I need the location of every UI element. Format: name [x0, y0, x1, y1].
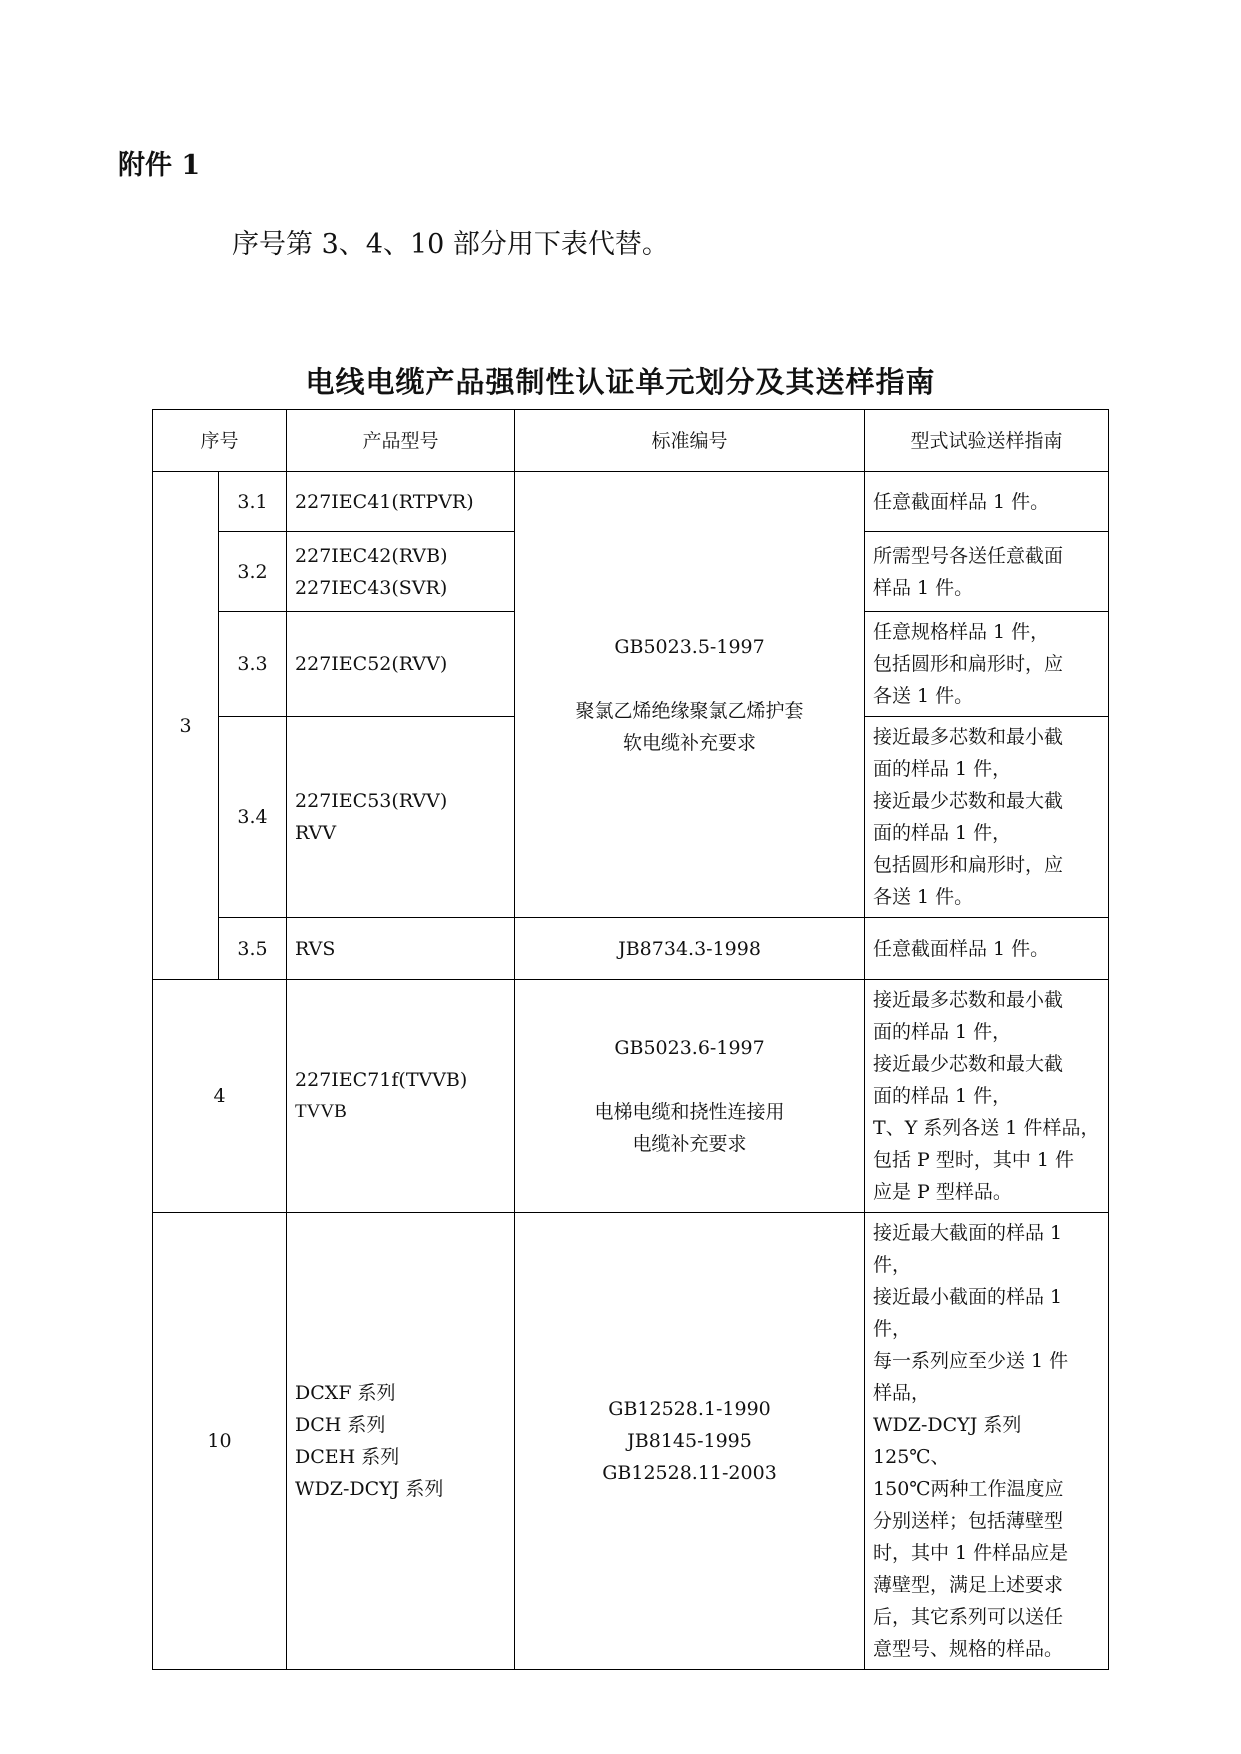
standard-cell: GB5023.5-1997 聚氯乙烯绝缘聚氯乙烯护套 软电缆补充要求: [515, 472, 865, 918]
sub-seq-cell: 3.4: [219, 717, 287, 918]
guide-cell: 接近最大截面的样品 1 件， 接近最小截面的样品 1 件， 每一系列应至少送 1 件 样品， WDZ-DCYJ 系列 125℃、 150℃两种工作温度应 分别送样；包括薄壁型 时，其中 1 件样品应是 薄壁型，满足上述要求 后，其它系列可以送任 意型号、规格的样品。: [865, 1213, 1109, 1670]
table-row: [153, 472, 1109, 532]
header-model: 产品型号: [287, 410, 515, 472]
seq-cell: 10: [153, 1213, 287, 1670]
model-cell: RVS: [287, 918, 515, 980]
table-header-row: [153, 410, 1109, 472]
standard-cell: JB8734.3-1998: [515, 918, 865, 980]
table-row: [153, 980, 1109, 1213]
attachment-label: 附件 1: [118, 150, 201, 181]
header-guide: 型式试验送样指南: [865, 410, 1109, 472]
header-standard: 标准编号: [515, 410, 865, 472]
model-cell: 227IEC71f(TVVB) TVVB: [287, 980, 515, 1213]
model-cell: 227IEC52(RVV): [287, 612, 515, 717]
guide-cell: 任意截面样品 1 件。: [865, 918, 1109, 980]
certification-table: [152, 409, 1109, 1670]
sub-seq-cell: 3.1: [219, 472, 287, 532]
model-cell: 227IEC53(RVV) RVV: [287, 717, 515, 918]
standard-cell: GB12528.1-1990 JB8145-1995 GB12528.11-2003: [515, 1213, 865, 1670]
guide-cell: 所需型号各送任意截面 样品 1 件。: [865, 532, 1109, 612]
seq-cell: 4: [153, 980, 287, 1213]
guide-cell: 任意截面样品 1 件。: [865, 472, 1109, 532]
intro-text: 序号第 3、4、10 部分用下表代替。: [232, 229, 669, 260]
guide-cell: 接近最多芯数和最小截 面的样品 1 件， 接近最少芯数和最大截 面的样品 1 件， 包括圆形和扁形时，应 各送 1 件。: [865, 717, 1109, 918]
sub-seq-cell: 3.5: [219, 918, 287, 980]
table-row: [153, 1213, 1109, 1670]
seq-cell: 3: [153, 472, 219, 980]
header-seq: 序号: [153, 410, 287, 472]
sub-seq-cell: 3.2: [219, 532, 287, 612]
table-title: 电线电缆产品强制性认证单元划分及其送样指南: [305, 365, 936, 399]
guide-cell: 接近最多芯数和最小截 面的样品 1 件， 接近最少芯数和最大截 面的样品 1 件， T、Y 系列各送 1 件样品， 包括 P 型时，其中 1 件 应是 P 型样品。: [865, 980, 1109, 1213]
sub-seq-cell: 3.3: [219, 612, 287, 717]
model-cell: 227IEC41(RTPVR): [287, 472, 515, 532]
model-cell: DCXF 系列 DCH 系列 DCEH 系列 WDZ-DCYJ 系列: [287, 1213, 515, 1670]
guide-cell: 任意规格样品 1 件， 包括圆形和扁形时，应 各送 1 件。: [865, 612, 1109, 717]
standard-cell: GB5023.6-1997 电梯电缆和挠性连接用 电缆补充要求: [515, 980, 865, 1213]
model-cell: 227IEC42(RVB) 227IEC43(SVR): [287, 532, 515, 612]
table-row: [153, 918, 1109, 980]
